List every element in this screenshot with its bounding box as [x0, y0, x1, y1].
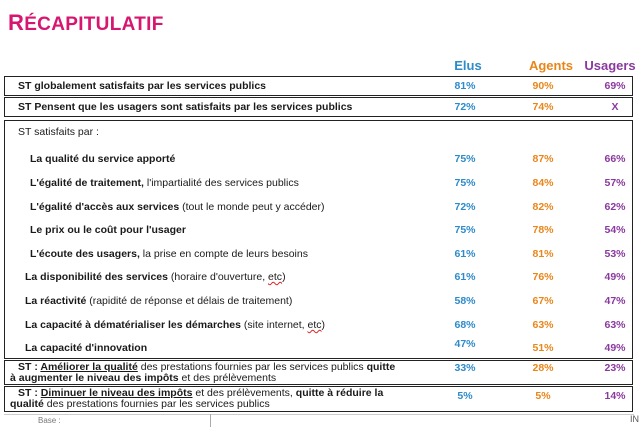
row-label: L'égalité de traitement, l'impartialité des services publics [30, 177, 299, 189]
row-label: ST Pensent que les usagers sont satisfaits par les services publics [18, 101, 353, 113]
value-agents: 76% [532, 271, 554, 283]
row-label: La capacité d'innovation [25, 342, 148, 354]
value-elus: 81% [454, 80, 476, 92]
value-agents: 63% [532, 319, 554, 331]
footer-base: Base : [38, 416, 61, 425]
value-elus: 75% [454, 153, 476, 165]
value-agents: 51% [532, 342, 554, 354]
value-usagers: 69% [604, 80, 626, 92]
column-header-usagers: Usagers [584, 58, 636, 73]
value-agents: 5% [535, 390, 551, 402]
footer-separator [210, 414, 211, 427]
value-usagers: 57% [604, 177, 626, 189]
footer-corner-text: IN [630, 414, 639, 424]
value-usagers: 66% [604, 153, 626, 165]
row-label: ST : Diminuer le niveau des impôts et des prélèvements, quitte à réduire la qualité des prestations fournies par les services publics [10, 387, 384, 410]
value-elus: 72% [454, 201, 476, 213]
row-label: La capacité à dématérialiser les démarches (site internet, etc) [25, 319, 326, 331]
row-label: L'écoute des usagers, la prise en compte de leurs besoins [30, 248, 308, 260]
value-usagers: 49% [604, 271, 626, 283]
value-elus: 72% [454, 101, 476, 113]
value-elus: 68% [454, 319, 476, 331]
value-usagers: 14% [604, 390, 626, 402]
value-usagers: X [611, 101, 619, 113]
value-elus: 75% [454, 224, 476, 236]
value-agents: 67% [532, 295, 554, 307]
value-usagers: 62% [604, 201, 626, 213]
value-elus: 47% [454, 338, 476, 350]
value-usagers: 47% [604, 295, 626, 307]
value-agents: 74% [532, 101, 554, 113]
row-label: L'égalité d'accès aux services (tout le monde peut y accéder) [30, 201, 325, 213]
value-agents: 82% [532, 201, 554, 213]
row-label: La qualité du service apporté [30, 153, 176, 165]
row-label: Le prix ou le coût pour l'usager [30, 224, 186, 236]
value-agents: 78% [532, 224, 554, 236]
value-agents: 84% [532, 177, 554, 189]
value-agents: 87% [532, 153, 554, 165]
value-usagers: 23% [604, 362, 626, 374]
value-elus: 61% [454, 248, 476, 260]
value-usagers: 49% [604, 342, 626, 354]
value-agents: 28% [532, 362, 554, 374]
value-usagers: 63% [604, 319, 626, 331]
row-label: La réactivité (rapidité de réponse et délais de traitement) [25, 295, 293, 307]
value-agents: 90% [532, 80, 554, 92]
row-label: ST globalement satisfaits par les services publics [18, 80, 267, 92]
row-label: La disponibilité des services (horaire d'ouverture, etc) [25, 271, 286, 283]
value-usagers: 54% [604, 224, 626, 236]
value-usagers: 53% [604, 248, 626, 260]
value-elus: 5% [457, 390, 473, 402]
row-label: ST : Améliorer la qualité des prestations fournies par les services publics quitte à augmenter le niveau des impôts et des prélèvements [10, 361, 396, 384]
column-header-agents: Agents [528, 58, 574, 73]
value-elus: 75% [454, 177, 476, 189]
value-agents: 81% [532, 248, 554, 260]
page-title: RÉCAPITULATIF [8, 10, 164, 35]
value-elus: 58% [454, 295, 476, 307]
footer-divider [4, 414, 634, 415]
column-header-elus: Elus [454, 58, 482, 73]
value-elus: 33% [454, 362, 476, 374]
value-elus: 61% [454, 271, 476, 283]
